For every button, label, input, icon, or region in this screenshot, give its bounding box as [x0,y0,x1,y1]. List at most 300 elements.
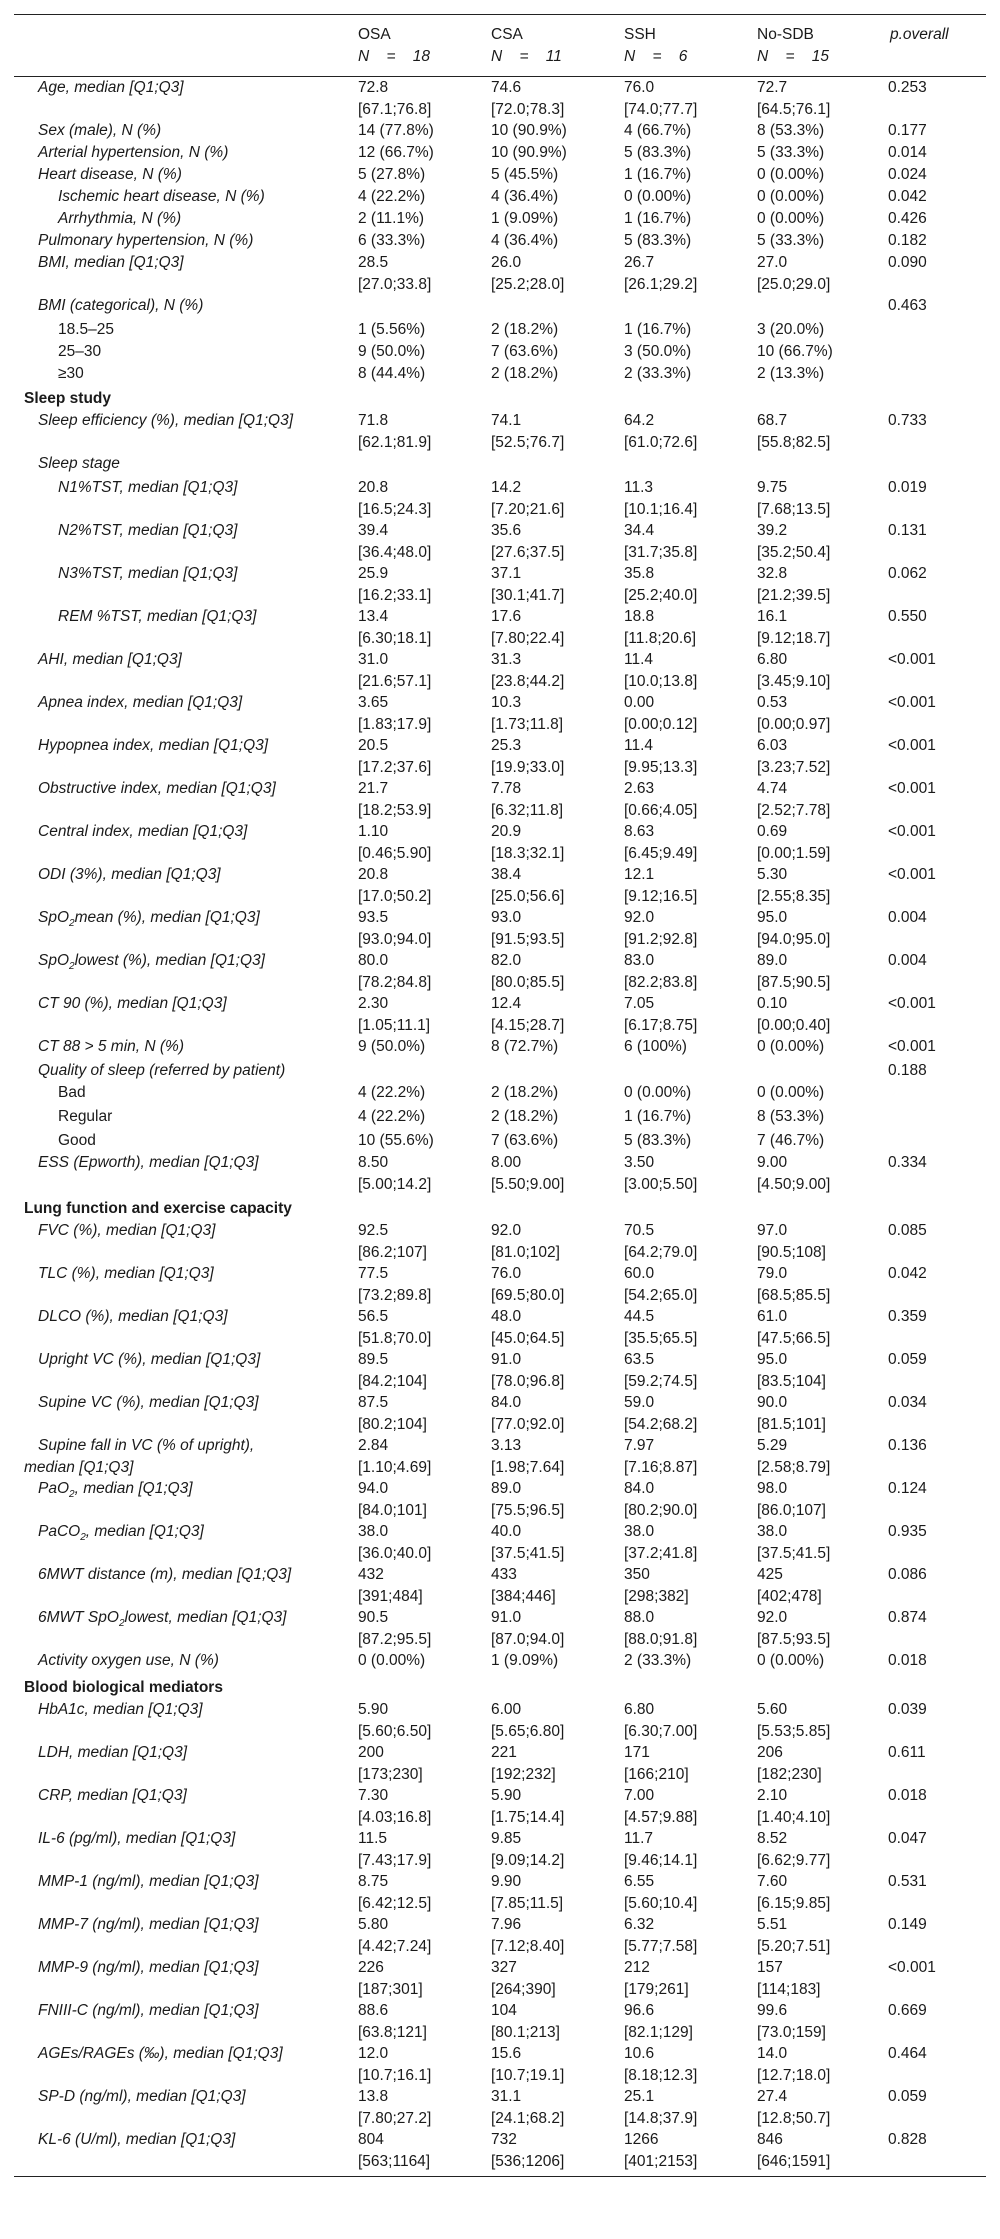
value-main: 10 (90.9%) [491,144,567,161]
table-row [14,563,986,606]
value-main: 0 (0.00%) [757,188,825,205]
value-cell [352,1263,485,1306]
value-iqr: [91.2;92.8] [624,930,698,948]
row-label-text: Regular [58,1108,113,1125]
row-label [14,77,352,121]
row-label [14,186,352,208]
value-main: 6.03 [757,737,788,754]
row-label-text: 18.5–25 [58,321,115,338]
value-cell [485,164,618,186]
p-value: 0.733 [888,412,927,429]
value-main: 6.80 [757,651,788,668]
value-iqr: [62.1;81.9] [358,433,432,451]
value-main: 88.0 [624,1609,655,1626]
value-cell [352,2086,485,2129]
table-container [14,14,986,2177]
value-main: 9.75 [757,479,788,496]
value-cell [751,1392,884,1435]
value-main: 11.4 [624,737,654,754]
value-iqr: [25.0;56.6] [491,887,565,905]
value-iqr: [36.0;40.0] [358,1544,432,1562]
value-main: 1 (16.7%) [624,166,692,183]
table-row [14,477,986,520]
value-cell [618,821,751,864]
table-row [14,735,986,778]
value-cell [352,563,485,606]
value-iqr: [192;232] [491,1765,556,1783]
value-iqr: [10.1;16.4] [624,500,698,518]
value-cell [485,1871,618,1914]
row-label-suffix: lowest, median [Q1;Q3] [124,1609,287,1626]
p-value: <0.001 [888,1959,936,1976]
header-row-groups [14,15,986,47]
value-iqr: [45.0;64.5] [491,1329,565,1347]
row-label-subscript: 2 [80,1532,86,1544]
p-value: 0.935 [888,1523,927,1540]
value-main: 433 [491,1566,517,1583]
value-main: 5 (83.3%) [624,1132,692,1149]
value-iqr: [25.2;28.0] [491,275,565,293]
value-cell [618,1349,751,1392]
value-main: 171 [624,1744,650,1761]
row-label-subscript: 2 [69,918,75,930]
value-main: 8.75 [358,1873,389,1890]
value-iqr: [69.5;80.0] [491,1286,565,1304]
row-label-text: Hypopnea index, median [Q1;Q3] [38,737,269,754]
value-main: 59.0 [624,1394,655,1411]
value-iqr: [1.05;11.1] [358,1016,431,1034]
value-cell [485,649,618,692]
value-main: 38.0 [624,1523,655,1540]
value-iqr: [80.2;90.0] [624,1501,698,1519]
value-iqr: [17.0;50.2] [358,887,432,905]
value-cell [485,410,618,453]
value-main: 8 (72.7%) [491,1038,559,1055]
value-iqr: [4.03;16.8] [358,1808,432,1826]
value-main: 39.2 [757,522,788,539]
row-label [14,864,352,907]
row-label [14,319,352,341]
row-label [14,735,352,778]
row-label-text: Sleep stage [38,455,120,472]
table-row [14,520,986,563]
n-eq: = [785,48,795,65]
value-main: 98.0 [757,1480,788,1497]
value-iqr: [54.2;68.2] [624,1415,698,1433]
value-cell [618,1152,751,1195]
value-iqr: [16.5;24.3] [358,500,432,518]
table-row [14,142,986,164]
value-main: 25.1 [624,2088,655,2105]
value-cell [485,1478,618,1521]
value-main: 8 (53.3%) [757,122,825,139]
value-cell [485,1828,618,1871]
value-main: 8 (44.4%) [358,365,426,382]
value-iqr: [5.53;5.85] [757,1722,831,1740]
value-main: 38.0 [358,1523,389,1540]
value-cell [751,1699,884,1742]
p-value: 0.018 [888,1787,927,1804]
value-cell [618,1521,751,1564]
p-value: 0.874 [888,1609,927,1626]
value-cell [618,1082,751,1106]
row-label-text: Arrhythmia, N (%) [58,210,182,227]
value-iqr: [87.5;90.5] [757,973,831,991]
value-cell [751,164,884,186]
table-row [14,1349,986,1392]
value-main: 74.6 [491,79,522,96]
value-main: 83.0 [624,952,655,969]
value-cell [352,2043,485,2086]
section-row [14,1674,986,1699]
value-cell [618,950,751,993]
value-main: 10 (66.7%) [757,343,833,360]
value-main: 221 [491,1744,517,1761]
value-cell [485,1152,618,1195]
value-cell [352,1564,485,1607]
value-iqr: [7.85;11.5] [491,1894,564,1912]
p-value: 0.669 [888,2002,927,2019]
value-cell [751,993,884,1036]
value-cell [352,120,485,142]
value-cell [751,2000,884,2043]
value-iqr: [402;478] [757,1587,822,1605]
table-row [14,341,986,363]
value-iqr: [6.32;11.8] [491,801,564,819]
value-main: 5.51 [757,1916,788,1933]
table-row [14,1914,986,1957]
value-cell [352,1650,485,1674]
row-label [14,252,352,295]
value-iqr: [4.42;7.24] [358,1937,432,1955]
row-label [14,1082,352,1106]
value-iqr: [21.2;39.5] [757,586,831,604]
p-value: 0.463 [888,297,927,314]
value-cell [352,1060,485,1082]
value-cell [485,252,618,295]
value-main: 25.9 [358,565,389,582]
value-main: 2 (33.3%) [624,1652,692,1669]
value-cell [751,1828,884,1871]
row-label-text: N3%TST, median [Q1;Q3] [58,565,238,582]
table-row [14,77,986,121]
value-cell [485,363,618,385]
table-row [14,1957,986,2000]
table-row [14,864,986,907]
value-cell [485,778,618,821]
p-value: 0.014 [888,144,927,161]
value-main: 4 (36.4%) [491,188,559,205]
value-iqr: [1.98;7.64] [491,1458,565,1476]
value-cell [751,77,884,121]
value-main: 104 [491,2002,517,2019]
value-main: 63.5 [624,1351,655,1368]
value-iqr: [3.23;7.52] [757,758,831,776]
value-cell [485,1742,618,1785]
p-value: 0.034 [888,1394,927,1411]
section-heading: Blood biological mediators [24,1679,223,1696]
value-cell [485,1263,618,1306]
value-main: 7 (46.7%) [757,1132,825,1149]
value-main: 38.4 [491,866,522,883]
value-cell [751,230,884,252]
header-n-corner [14,46,352,77]
row-label-text: AHI, median [Q1;Q3] [38,651,182,668]
value-iqr: [182;230] [757,1765,822,1783]
value-cell [485,295,618,319]
value-cell [352,1871,485,1914]
row-label [14,1871,352,1914]
row-label [14,778,352,821]
table-row [14,453,986,477]
value-main: 26.7 [624,254,655,271]
table-row [14,950,986,993]
p-value: 0.018 [888,1652,927,1669]
p-value: 0.039 [888,1701,927,1718]
row-label [14,1060,352,1082]
value-cell [352,1220,485,1263]
value-main: 89.0 [491,1480,522,1497]
p-value [884,1106,986,1130]
value-main: 0.10 [757,995,788,1012]
results-table [14,14,986,2177]
value-main: 92.5 [358,1222,389,1239]
value-iqr: [8.18;12.3] [624,2066,698,2084]
header-n-p [884,46,986,77]
value-iqr: [35.2;50.4] [757,543,831,561]
p-value [884,319,986,341]
value-cell [352,606,485,649]
value-cell [352,1957,485,2000]
value-cell [751,208,884,230]
value-main: 0 (0.00%) [624,1084,692,1101]
row-label-text: SP-D (ng/ml), median [Q1;Q3] [38,2088,246,2105]
row-label [14,1478,352,1521]
value-main: 44.5 [624,1308,655,1325]
value-main: 157 [757,1959,783,1976]
n-value: 18 [412,48,430,65]
value-cell [352,907,485,950]
p-value: 0.426 [888,210,927,227]
row-label-text: IL-6 (pg/ml), median [Q1;Q3] [38,1830,236,1847]
value-main: 804 [358,2131,384,2148]
value-main: 8.00 [491,1154,522,1171]
value-iqr: [82.2;83.8] [624,973,698,991]
row-label-text: HbA1c, median [Q1;Q3] [38,1701,203,1718]
value-iqr: [90.5;108] [757,1243,826,1261]
p-value: 0.182 [888,232,927,249]
value-cell [352,735,485,778]
value-cell [352,230,485,252]
value-cell [618,477,751,520]
value-main: 87.5 [358,1394,389,1411]
value-iqr: [61.0;72.6] [624,433,698,451]
p-value: <0.001 [888,1038,936,1055]
value-iqr: [80.0;85.5] [491,973,565,991]
value-cell [618,1306,751,1349]
value-main: 2 (18.2%) [491,365,559,382]
value-main: 11.7 [624,1830,654,1847]
value-iqr: [179;261] [624,1980,689,1998]
value-iqr: [5.60;6.50] [358,1722,432,1740]
table-row [14,1785,986,1828]
value-iqr: [86.0;107] [757,1501,826,1519]
value-main: 5 (27.8%) [358,166,426,183]
value-main: 27.4 [757,2088,788,2105]
value-main: 11.3 [624,479,654,496]
value-cell [618,2000,751,2043]
value-iqr: [7.80;27.2] [358,2109,432,2127]
value-iqr: [4.15;28.7] [491,1016,565,1034]
value-main: 88.6 [358,2002,389,2019]
table-row [14,692,986,735]
value-main: 95.0 [757,909,788,926]
value-main: 27.0 [757,254,788,271]
value-iqr: [78.2;84.8] [358,973,432,991]
value-iqr: [27.0;33.8] [358,275,432,293]
value-main: 72.8 [358,79,389,96]
value-cell [485,1106,618,1130]
value-cell [751,1742,884,1785]
value-main: 6 (33.3%) [358,232,426,249]
row-label [14,2000,352,2043]
p-value: <0.001 [888,651,936,668]
value-cell [352,363,485,385]
value-cell [352,864,485,907]
row-label [14,1349,352,1392]
value-iqr: [86.2;107] [358,1243,427,1261]
value-main: 17.6 [491,608,522,625]
value-iqr: [536;1206] [491,2152,565,2170]
value-cell [485,1060,618,1082]
table-row [14,252,986,295]
value-iqr: [37.2;41.8] [624,1544,698,1562]
row-label-text: MMP-7 (ng/ml), median [Q1;Q3] [38,1916,259,1933]
p-value: <0.001 [888,823,936,840]
value-main: 1.10 [358,823,389,840]
value-main: 25.3 [491,737,522,754]
p-value: 0.090 [888,254,927,271]
value-main: 35.6 [491,522,522,539]
row-label [14,649,352,692]
p-value: 0.464 [888,2045,927,2062]
value-main: 5.80 [358,1916,389,1933]
value-cell [618,1699,751,1742]
value-iqr: [9.46;14.1] [624,1851,698,1869]
value-iqr: [59.2;74.5] [624,1372,698,1390]
value-iqr: [2.52;7.78] [757,801,831,819]
section-heading: Lung function and exercise capacity [24,1200,292,1217]
value-iqr: [7.43;17.9] [358,1851,432,1869]
table-row [14,120,986,142]
value-iqr: [7.12;8.40] [491,1937,565,1955]
value-iqr: [1.73;11.8] [491,715,564,733]
value-iqr: [4.50;9.00] [757,1175,831,1193]
value-iqr: [25.2;40.0] [624,586,698,604]
value-cell [485,453,618,477]
row-label [14,1742,352,1785]
value-iqr: [67.1;76.8] [358,100,432,118]
value-cell [751,295,884,319]
value-cell [751,950,884,993]
value-iqr: [55.8;82.5] [757,433,831,451]
p-value: 0.131 [888,522,927,539]
row-label-subscript: 2 [118,1618,125,1630]
table-row [14,1152,986,1195]
p-value: <0.001 [888,737,936,754]
table-row [14,1106,986,1130]
value-cell [352,950,485,993]
table-row [14,1828,986,1871]
value-cell [618,1263,751,1306]
table-row [14,410,986,453]
value-cell [352,1742,485,1785]
n-eq: = [386,48,396,65]
table-row [14,2086,986,2129]
value-cell [352,341,485,363]
value-main: 84.0 [491,1394,522,1411]
value-cell [751,142,884,164]
value-cell [618,186,751,208]
value-main: 39.4 [358,522,389,539]
row-label-text: Pulmonary hypertension, N (%) [38,232,254,249]
value-iqr: [6.30;7.00] [624,1722,698,1740]
value-iqr: [9.12;18.7] [757,629,831,647]
value-main: 7.97 [624,1437,655,1454]
value-iqr: [51.8;70.0] [358,1329,432,1347]
value-main: 37.1 [491,565,522,582]
value-cell [751,606,884,649]
value-iqr: [9.95;13.3] [624,758,698,776]
value-iqr: [12.7;18.0] [757,2066,831,2084]
row-label-text: FNIII-C (ng/ml), median [Q1;Q3] [38,2002,259,2019]
row-label-text: Age, median [Q1;Q3] [38,79,184,96]
p-value: <0.001 [888,694,936,711]
row-label-text: ODI (3%), median [Q1;Q3] [38,866,221,883]
value-iqr: [81.5;101] [757,1415,826,1433]
value-iqr: [0.00;0.97] [757,715,831,733]
value-main: 5.30 [757,866,788,883]
row-label [14,1914,352,1957]
table-row [14,2129,986,2177]
value-cell [485,230,618,252]
value-iqr: [63.8;121] [358,2023,427,2041]
value-cell [618,563,751,606]
value-main: 9 (50.0%) [358,1038,426,1055]
value-iqr: [5.77;7.58] [624,1937,698,1955]
value-main: 48.0 [491,1308,522,1325]
value-cell [352,1082,485,1106]
value-iqr: [80.1;213] [491,2023,560,2041]
value-cell [352,1349,485,1392]
row-label-line1: Supine fall in VC (% of upright), [38,1437,255,1454]
value-cell [485,1650,618,1674]
value-cell [618,1828,751,1871]
value-iqr: [9.12;16.5] [624,887,698,905]
value-main: 2 (18.2%) [491,1108,559,1125]
value-cell [751,477,884,520]
value-cell [485,1521,618,1564]
value-main: 12.1 [624,866,655,883]
p-value [884,453,986,477]
value-cell [352,1306,485,1349]
value-cell [485,864,618,907]
value-main: 76.0 [491,1265,522,1282]
value-main: 89.0 [757,952,788,969]
row-label-text: SpO [38,952,70,969]
header-n-ssh [618,46,751,77]
table-row [14,1220,986,1263]
